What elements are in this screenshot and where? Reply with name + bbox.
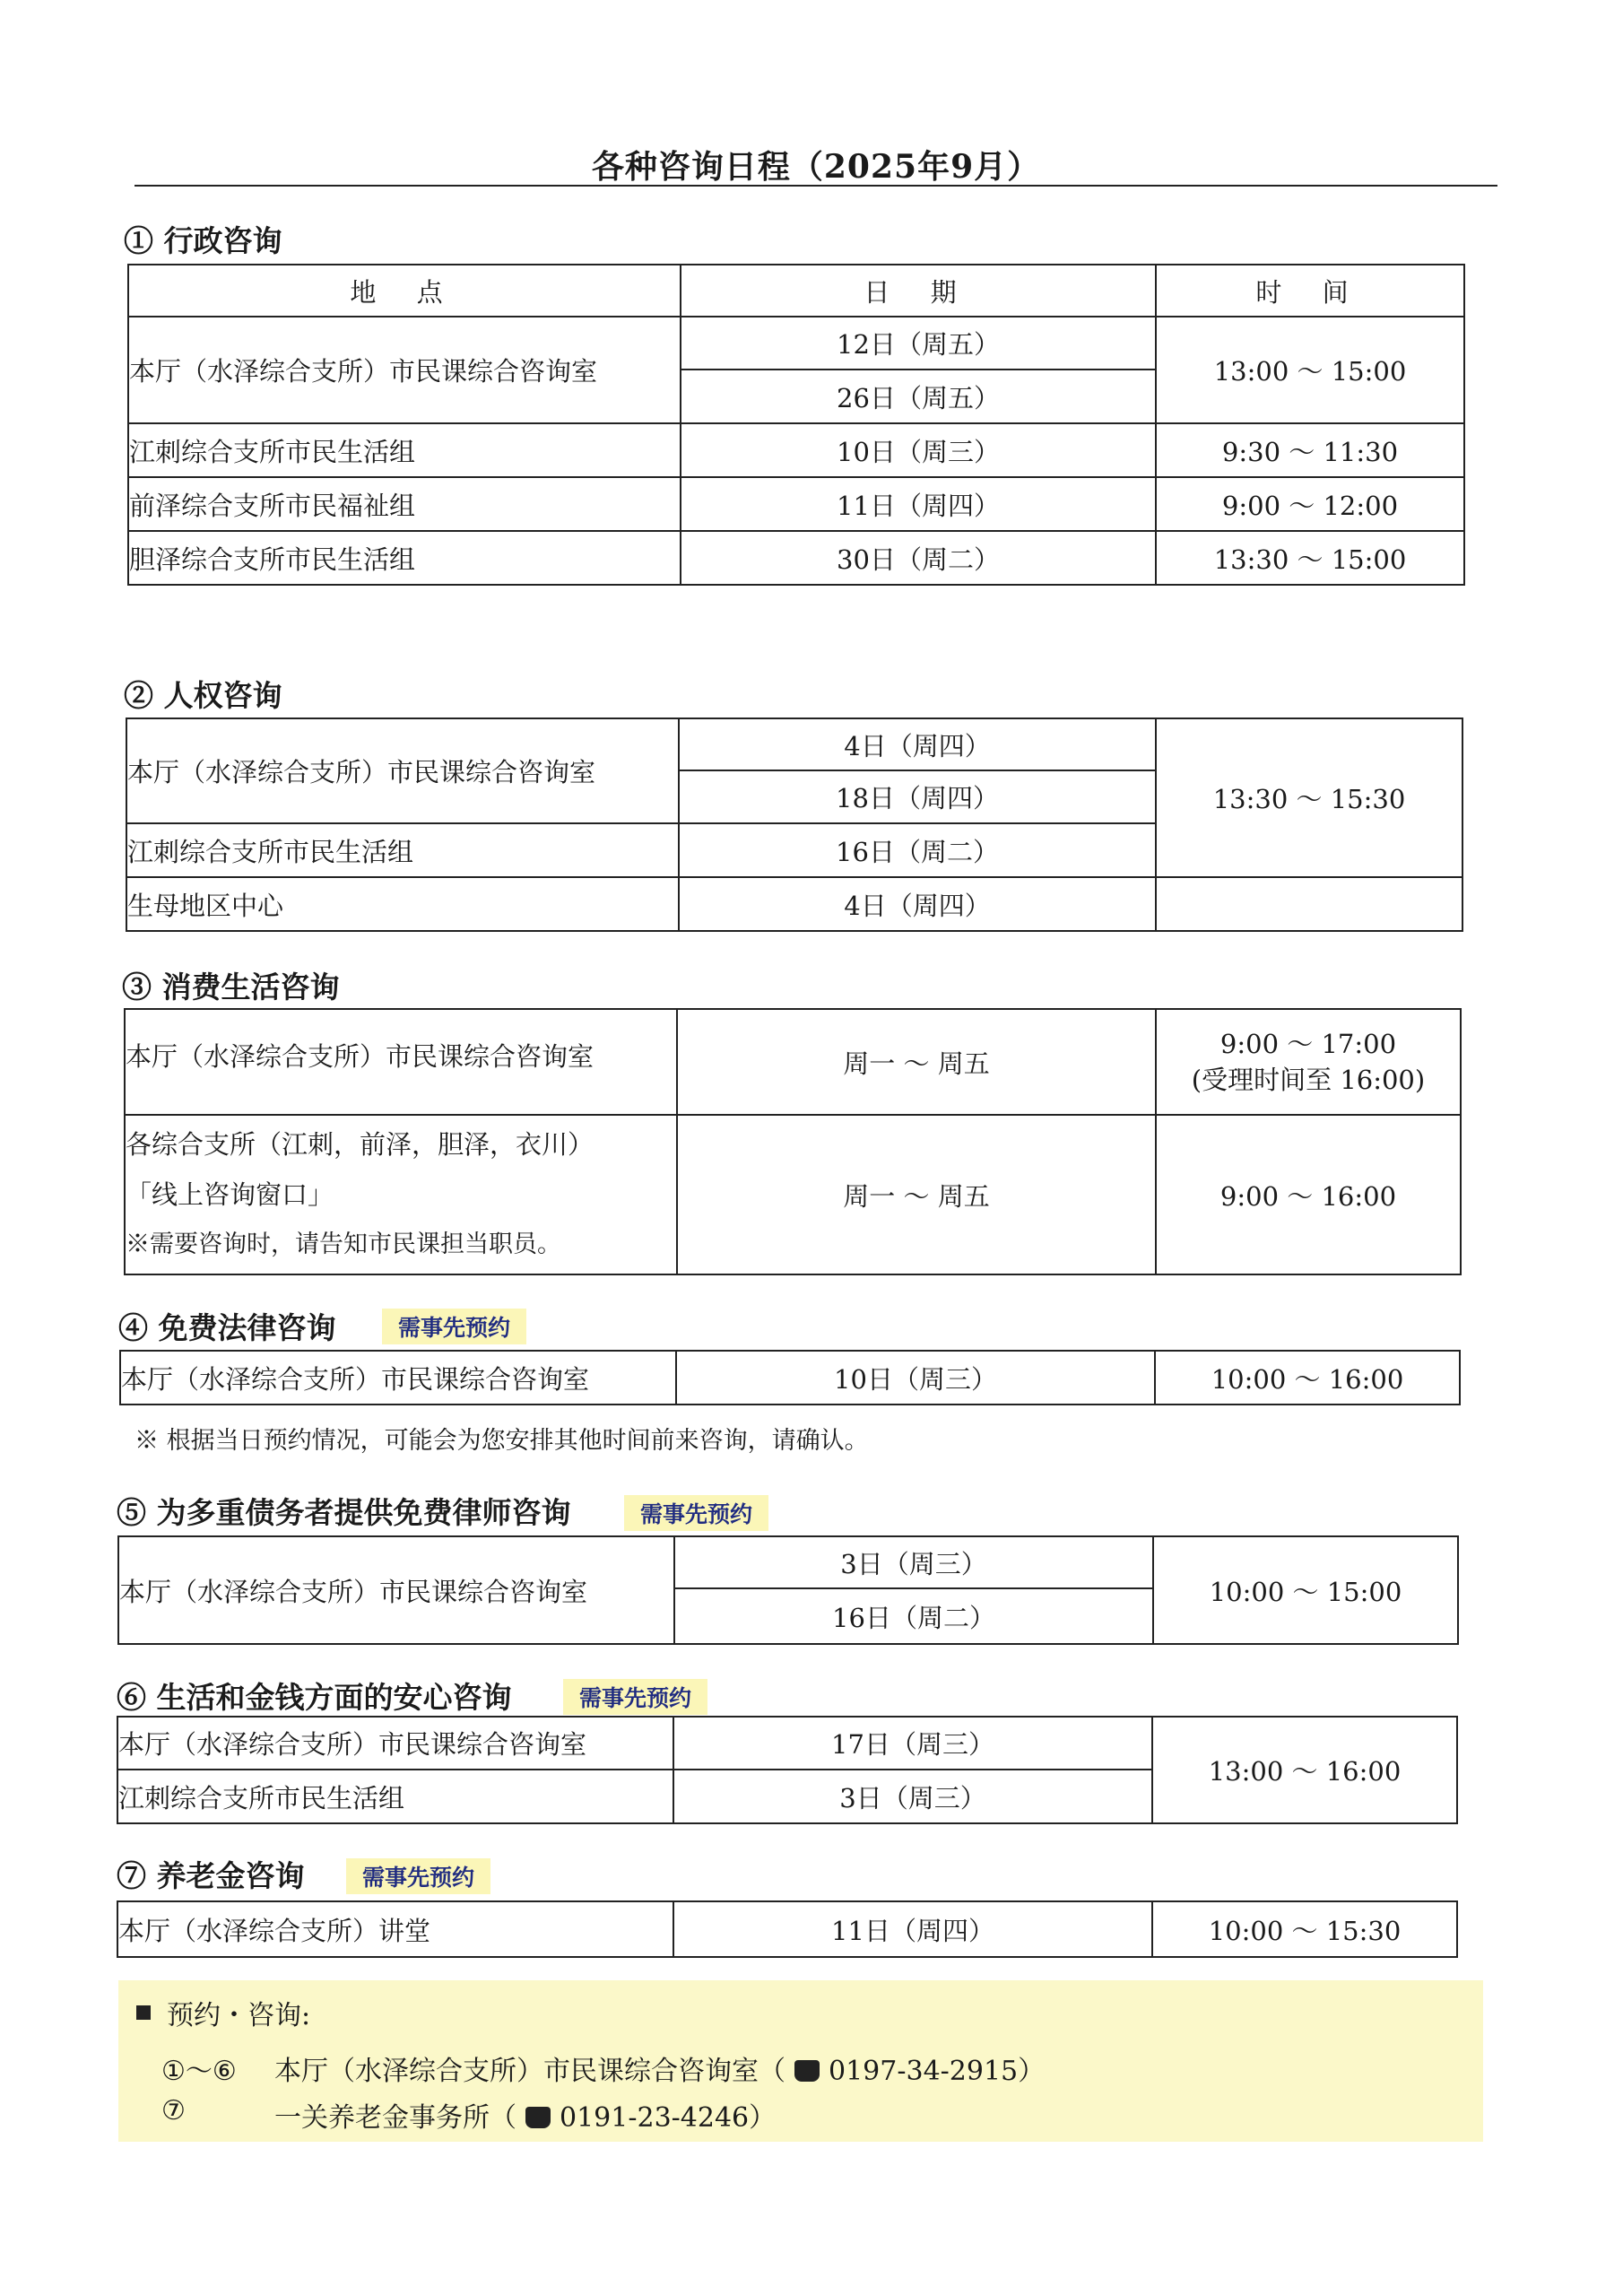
contact-1-line	[274, 2048, 1045, 2088]
date-cell: 3日（周三）	[673, 1770, 1152, 1823]
section-3-table	[124, 1008, 1462, 1275]
location-note: ※需要咨询时，请告知市民课担当职员。	[126, 1231, 561, 1258]
date-cell: 12日（周五）	[681, 317, 1156, 370]
date-cell: 11日（周四）	[673, 1901, 1152, 1957]
section-7-heading: ⑦ 养老金咨询	[117, 1858, 305, 1893]
table-row	[118, 1536, 1458, 1588]
table-row	[128, 531, 1464, 585]
table-row	[126, 718, 1462, 770]
table-row	[126, 877, 1462, 931]
time-cell: 13:30 ～ 15:30	[1156, 718, 1462, 877]
section-2-heading: ② 人权咨询	[124, 678, 282, 713]
contact-2-number: ⑦	[161, 2095, 186, 2126]
location-cell: 江刺综合支所市民生活组	[128, 423, 681, 477]
title-divider	[135, 185, 1497, 187]
phone-icon	[525, 2107, 551, 2128]
contact-1-number: ①～⑥	[161, 2056, 237, 2087]
date-cell: 26日（周五）	[681, 370, 1156, 423]
location-cell: 江刺综合支所市民生活组	[117, 1770, 673, 1823]
table-row	[117, 1901, 1457, 1957]
contact-heading: 预约・咨询:	[167, 2000, 311, 2031]
location-cell: 前泽综合支所市民福祉组	[128, 477, 681, 531]
date-cell: 16日（周二）	[679, 823, 1156, 877]
date-cell: 3日（周三）	[674, 1536, 1153, 1588]
location-cell: 本厅（水泽综合支所）市民课综合咨询室	[117, 1717, 673, 1770]
time-note: (受理时间至 16:00)	[1191, 1065, 1426, 1095]
date-cell: 30日（周二）	[681, 531, 1156, 585]
location-cell: 本厅（水泽综合支所）市民课综合咨询室	[118, 1536, 674, 1644]
location-cell: 胆泽综合支所市民生活组	[128, 531, 681, 585]
date-cell: 11日（周四）	[681, 477, 1156, 531]
contact-1-phone: 0197-34-2915）	[829, 2056, 1046, 2087]
section-7-table	[117, 1900, 1458, 1958]
date-cell: 16日（周二）	[674, 1588, 1153, 1644]
time-cell: 13:30 ～ 15:00	[1156, 531, 1464, 585]
section-1-heading: ① 行政咨询	[124, 223, 282, 258]
section-5-heading: ⑤ 为多重债务者提供免费律师咨询	[117, 1495, 571, 1530]
location-cell: 本厅（水泽综合支所）市民课综合咨询室	[126, 718, 679, 823]
section-2-table	[126, 718, 1463, 932]
location-cell: 本厅（水泽综合支所）市民课综合咨询室	[128, 317, 681, 423]
time-cell-empty	[1156, 877, 1462, 931]
section-4-table	[119, 1350, 1461, 1405]
reservation-badge: 需事先预约	[563, 1679, 707, 1715]
header-location: 地 点	[128, 265, 681, 317]
date-cell: 10日（周三）	[676, 1351, 1155, 1405]
section-4-heading: ④ 免费法律咨询	[118, 1310, 336, 1345]
time-cell: 10:00 ～ 15:30	[1152, 1901, 1457, 1957]
time-cell: 13:00 ～ 16:00	[1152, 1717, 1457, 1823]
location-cell: 本厅（水泽综合支所）市民课综合咨询室	[125, 1009, 677, 1115]
contact-1-text: 本厅（水泽综合支所）市民课综合咨询室（	[274, 2056, 785, 2087]
time-cell: 9:00 ～ 12:00	[1156, 477, 1464, 531]
location-cell	[125, 1115, 677, 1274]
reservation-badge: 需事先预约	[346, 1858, 490, 1894]
phone-icon	[794, 2060, 820, 2082]
contact-2-phone: 0191-23-4246）	[560, 2102, 777, 2134]
date-cell: 10日（周三）	[681, 423, 1156, 477]
time-cell: 13:00 ～ 15:00	[1156, 317, 1464, 423]
table-row	[125, 1115, 1461, 1274]
location-cell: 本厅（水泽综合支所）讲堂	[117, 1901, 673, 1957]
time-cell: 10:00 ～ 15:00	[1153, 1536, 1458, 1644]
date-cell: 周一 ～ 周五	[677, 1009, 1156, 1115]
table-row	[120, 1351, 1460, 1405]
time-range: 9:00 ～ 17:00	[1219, 1029, 1397, 1059]
location-line: 「线上咨询窗口」	[126, 1179, 334, 1210]
table-header-row	[128, 265, 1464, 317]
section-4-note: ※ 根据当日预约情况，可能会为您安排其他时间前来咨询，请确认。	[135, 1427, 869, 1455]
section-5-table	[117, 1535, 1459, 1645]
date-cell: 周一 ～ 周五	[677, 1115, 1156, 1274]
header-time: 时 间	[1156, 265, 1464, 317]
header-date: 日 期	[681, 265, 1156, 317]
table-row	[128, 317, 1464, 370]
date-cell: 4日（周四）	[679, 718, 1156, 770]
contact-2-line	[274, 2095, 776, 2135]
date-cell: 17日（周三）	[673, 1717, 1152, 1770]
contact-2-text: 一关养老金事务所（	[274, 2102, 516, 2134]
square-bullet-icon	[136, 2005, 151, 2020]
reservation-badge: 需事先预约	[624, 1495, 768, 1531]
page-title: 各种咨询日程（2025年9月）	[591, 148, 1041, 186]
location-cell: 生母地区中心	[126, 877, 679, 931]
location-cell: 本厅（水泽综合支所）市民课综合咨询室	[120, 1351, 676, 1405]
table-row	[128, 423, 1464, 477]
section-3-heading: ③ 消费生活咨询	[122, 970, 340, 1004]
reservation-badge: 需事先预约	[382, 1309, 526, 1344]
section-1-table	[127, 264, 1465, 586]
time-cell: 10:00 ～ 16:00	[1155, 1351, 1460, 1405]
location-line: 各综合支所（江刺，前泽，胆泽，衣川）	[126, 1129, 595, 1160]
date-cell: 18日（周四）	[679, 770, 1156, 823]
date-cell: 4日（周四）	[679, 877, 1156, 931]
time-cell: 9:30 ～ 11:30	[1156, 423, 1464, 477]
time-cell	[1156, 1009, 1461, 1115]
time-cell: 9:00 ～ 16:00	[1156, 1115, 1461, 1274]
location-cell: 江刺综合支所市民生活组	[126, 823, 679, 877]
section-6-heading: ⑥ 生活和金钱方面的安心咨询	[117, 1680, 512, 1715]
table-row	[125, 1009, 1461, 1115]
table-row	[117, 1717, 1457, 1770]
section-6-table	[117, 1716, 1458, 1824]
table-row	[128, 477, 1464, 531]
